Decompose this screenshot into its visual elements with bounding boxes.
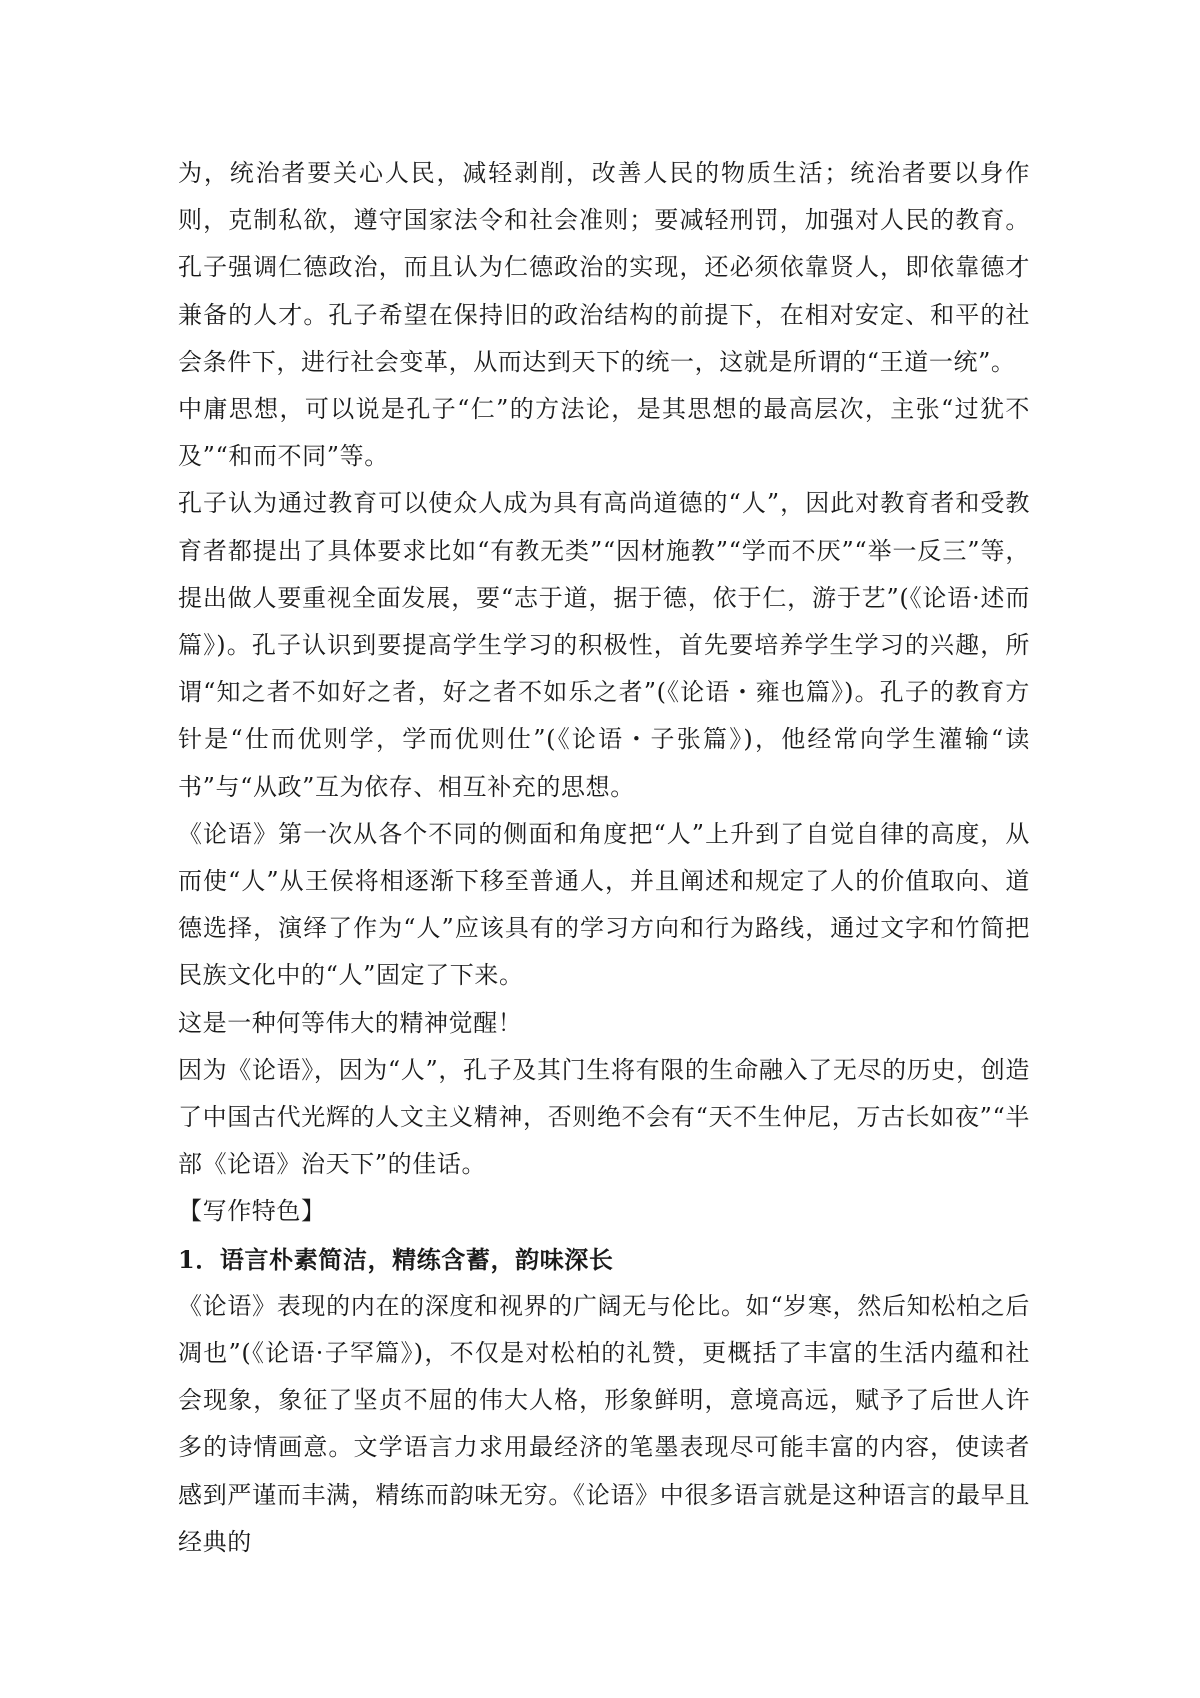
paragraph-awakening: 这是一种何等伟大的精神觉醒！ <box>178 1008 523 1037</box>
subheading: 1．语言朴素简洁，精练含蓄，韵味深长 <box>178 1244 614 1274</box>
paragraph-humanism: 因为《论语》，因为“人”，孔子及其门生将有限的生命融入了无尽的历史，创造了中国古代光辉的人文主义精神，否则绝不会有“天不生仲尼，万古长如夜”“半部《论语》治天下”的佳话。 <box>178 1055 1030 1179</box>
document-page <box>178 150 1030 1566</box>
paragraph-education: 孔子认为通过教育可以使众人成为具有高尚道德的“人”，因此对教育者和受教育者都提出了具体要求比如“有教无类”“因材施教”“学而不厌”“举一反三”等，提出做人要重视全面发展，要“志于道，据于德，依于仁，游于艺”(《论语·述而篇》)。孔子认识到要提高学生学习的积极性，首先要培养学生学习的兴趣，所谓“知之者不如好之者，好之者不如乐之者”(《论语・雍也篇》)。孔子的教育方针是“仕而优则学，学而优则仕”(《论语・子张篇》)，他经常向学生灌输“读书”与“从政”互为依存、相互补充的思想。 <box>178 489 1030 801</box>
paragraph-politics: 为，统治者要关心人民，减轻剥削，改善人民的物质生活；统治者要以身作则，克制私欲，遵守国家法令和社会准则；要减轻刑罚，加强对人民的教育。孔子强调仁德政治，而且认为仁德政治的实现，还必须依靠贤人，即依靠德才兼备的人才。孔子希望在保持旧的政治结构的前提下，在相对安定、和平的社会条件下，进行社会变革，从而达到天下的统一，这就是所谓的“王道一统”。 <box>178 159 1030 376</box>
paragraph-analects-humanity: 《论语》第一次从各个不同的侧面和角度把“人”上升到了自觉自律的高度，从而使“人”从王侯将相逐渐下移至普通人，并且阐述和规定了人的价值取向、道德选择，演绎了作为“人”应该具有的学习方向和行为路线，通过文字和竹简把民族文化中的“人”固定了下来。 <box>178 819 1030 990</box>
section-heading: 【写作特色】 <box>178 1197 326 1226</box>
paragraph-language-style: 《论语》表现的内在的深度和视界的广阔无与伦比。如“岁寒，然后知松柏之后凋也”(《论语·子罕篇》)，不仅是对松柏的礼赞，更概括了丰富的生活内蕴和社会现象，象征了坚贞不屈的伟大人格，形象鲜明，意境高远，赋予了后世人许多的诗情画意。文学语言力求用最经济的笔墨表现尽可能丰富的内容，使读者感到严谨而丰满，精练而韵味无穷。《论语》中很多语言就是这种语言的最早且经典的 <box>178 1291 1030 1556</box>
paragraph-doctrine-of-mean: 中庸思想，可以说是孔子“仁”的方法论，是其思想的最高层次，主张“过犹不及”“和而不同”等。 <box>178 395 1030 471</box>
